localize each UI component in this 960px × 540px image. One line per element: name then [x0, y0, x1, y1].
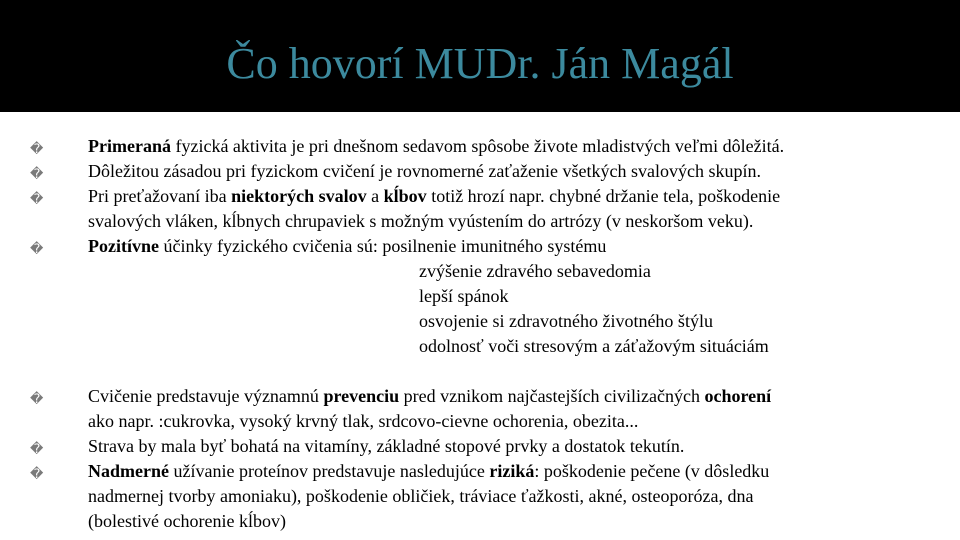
bullet-item: � Cvičenie predstavuje významnú prevenciu pred vznikom najčastejších civilizačných ochorení ako napr. :cukrovka, vysoký krvný tlak, srdcovo-cievne ochorenia, obezita...	[30, 386, 772, 431]
bullet-item: � Primeraná fyzická aktivita je pri dnešnom sedavom spôsobe živote mladistvých veľmi dôležitá.	[88, 134, 928, 159]
box-icon: �	[30, 192, 44, 207]
box-icon: �	[30, 467, 44, 482]
bullet-item: � Dôležitou zásadou pri fyzickom cvičení je rovnomerné zaťaženie všetkých svalových skupín.	[88, 159, 928, 184]
bullet-item: � Nadmerné užívanie proteínov predstavuje nasledujúce riziká: poškodenie pečene (v dôsledku nadmernej tvorby amoniaku), poškodenie obličiek, tráviace ťažkosti, akné, osteoporóza, dna (bolestivé ochorenie kĺbov)	[30, 461, 770, 531]
sub-item: osvojenie si zdravotného životného štýlu	[419, 311, 713, 331]
slide-title: Čo hovorí MUDr. Ján Magál	[226, 39, 734, 88]
bullet-item: � Pri preťažovaní iba niektorých svalov a kĺbov totiž hrozí napr. chybné držanie tela, poškodenie svalových vláken, kĺbnych chrupaviek s možným vyústením do artrózy (v neskoršom veku).	[30, 186, 781, 231]
sub-item: odolnosť voči stresovým a záťažovým situáciám	[419, 336, 769, 356]
box-icon: �	[30, 392, 44, 407]
box-icon: �	[30, 142, 44, 157]
box-icon: �	[30, 167, 44, 182]
box-icon: �	[30, 242, 44, 257]
sub-item: lepší spánok	[419, 286, 509, 306]
sub-item: zvýšenie zdravého sebavedomia	[419, 261, 651, 281]
bullet-item: � Pozitívne účinky fyzického cvičenia sú: posilnenie imunitného systému	[88, 234, 928, 259]
bullet-item: � Strava by mala byť bohatá na vitamíny, základné stopové prvky a dostatok tekutín.	[88, 434, 928, 459]
box-icon: �	[30, 442, 44, 457]
